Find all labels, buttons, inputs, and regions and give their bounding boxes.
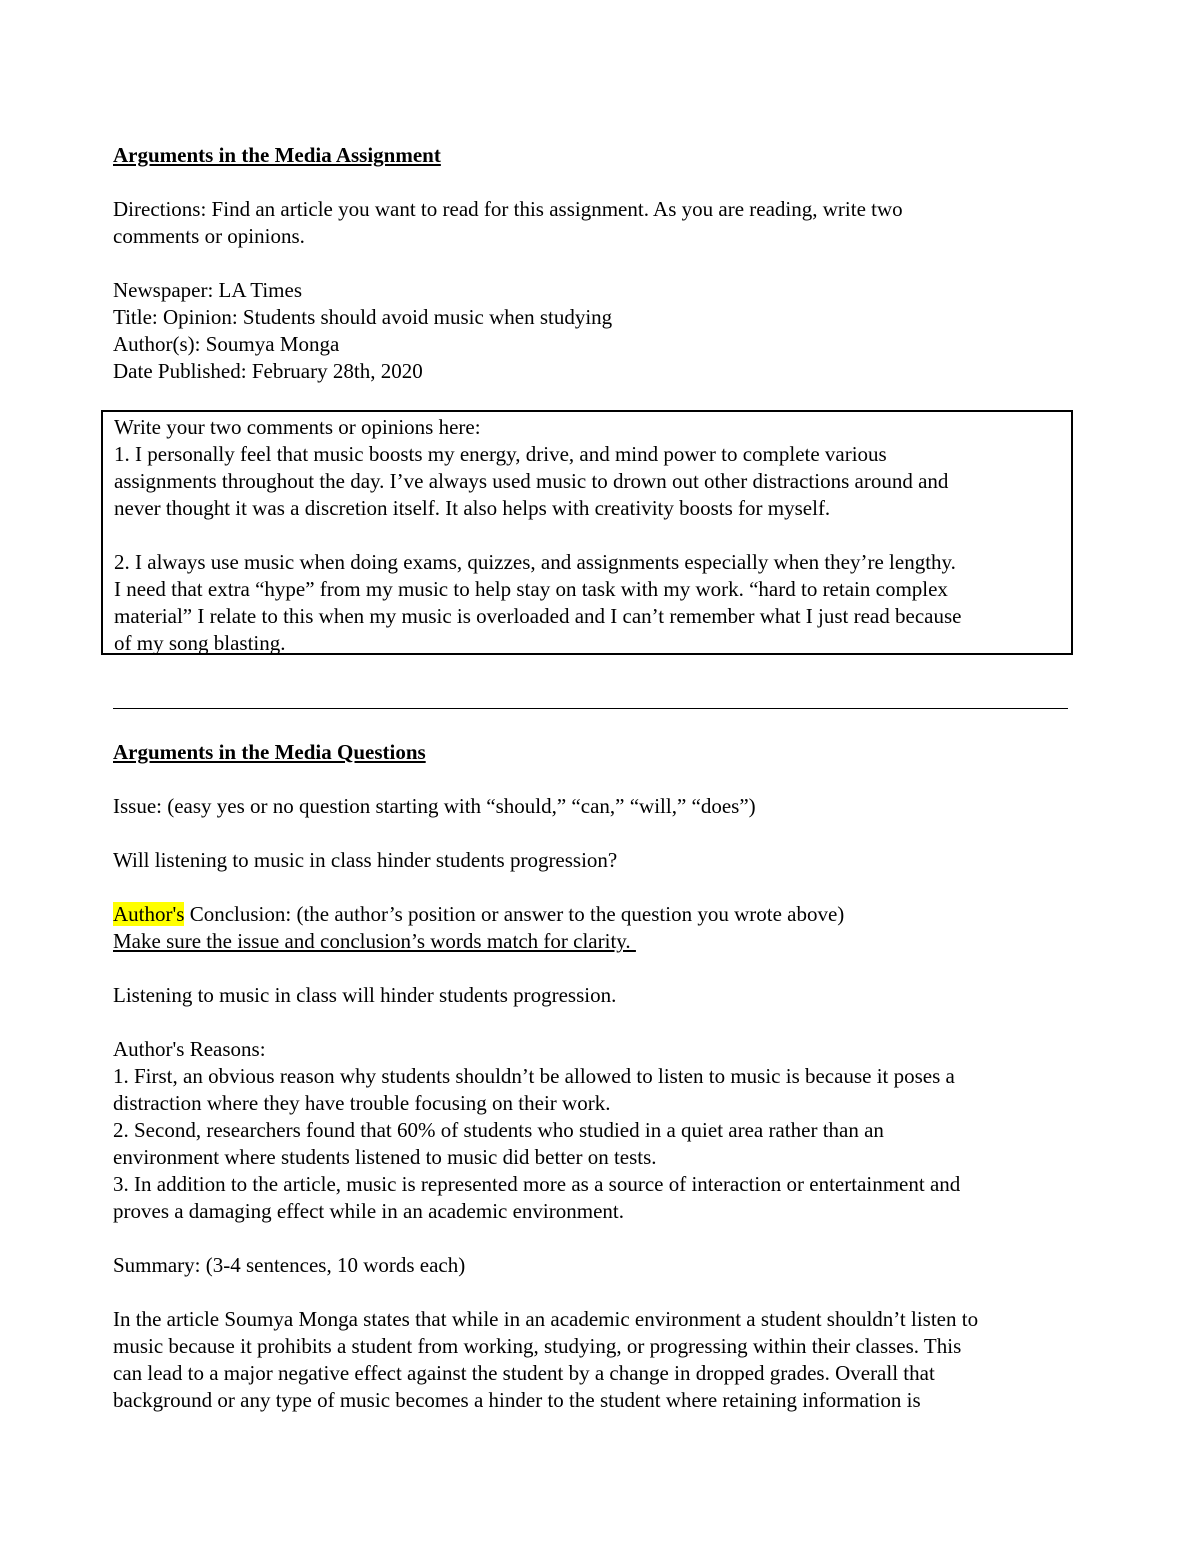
summary-line: can lead to a major negative effect against the student by a change in dropped grades. Overall that bbox=[113, 1361, 935, 1385]
comments-box bbox=[101, 410, 1073, 655]
issue-answer: Will listening to music in class hinder students progression? bbox=[113, 848, 618, 872]
reason-line: 3. In addition to the article, music is represented more as a source of interaction or entertainment and bbox=[113, 1172, 961, 1196]
comment-1-line: assignments throughout the day. I’ve always used music to drown out other distractions around and bbox=[114, 469, 949, 493]
summary-line: In the article Soumya Monga states that while in an academic environment a student shouldn’t listen to bbox=[113, 1307, 979, 1331]
comment-2-line: of my song blasting. bbox=[114, 631, 286, 655]
newspaper-field: Newspaper: LA Times bbox=[113, 278, 302, 302]
reason-line: 2. Second, researchers found that 60% of students who studied in a quiet area rather than an bbox=[113, 1118, 884, 1142]
comment-2-line: material” I relate to this when my music is overloaded and I can’t remember what I just read because bbox=[114, 604, 962, 628]
reason-line: proves a damaging effect while in an academic environment. bbox=[113, 1199, 624, 1223]
reason-line: environment where students listened to music did better on tests. bbox=[113, 1145, 657, 1169]
issue-prompt: Issue: (easy yes or no question starting with “should,” “can,” “will,” “does”) bbox=[113, 794, 756, 818]
directions-text-line-1: Directions: Find an article you want to read for this assignment. As you are reading, write two bbox=[113, 197, 903, 221]
summary-line: background or any type of music becomes a hinder to the student where retaining information is bbox=[113, 1388, 921, 1412]
author-field: Author(s): Soumya Monga bbox=[113, 332, 340, 356]
reason-line: 1. First, an obvious reason why students shouldn’t be allowed to listen to music is because it poses a bbox=[113, 1064, 955, 1088]
comment-1-line: 1. I personally feel that music boosts my energy, drive, and mind power to complete various bbox=[114, 442, 887, 466]
comments-prompt: Write your two comments or opinions here: bbox=[114, 415, 481, 439]
questions-heading: Arguments in the Media Questions bbox=[113, 740, 426, 764]
assignment-heading: Arguments in the Media Assignment bbox=[113, 143, 441, 167]
conclusion-prompt-text: Conclusion: (the author’s position or answer to the question you wrote above) bbox=[184, 902, 845, 926]
directions-text-line-2: comments or opinions. bbox=[113, 224, 305, 248]
conclusion-prompt bbox=[113, 901, 844, 928]
summary-label: Summary: (3-4 sentences, 10 words each) bbox=[113, 1253, 466, 1277]
comment-2-line: I need that extra “hype” from my music to help stay on task with my work. “hard to retain complex bbox=[114, 577, 948, 601]
article-title-field: Title: Opinion: Students should avoid music when studying bbox=[113, 305, 613, 329]
conclusion-answer: Listening to music in class will hinder students progression. bbox=[113, 983, 617, 1007]
summary-line: music because it prohibits a student from working, studying, or progressing within their classes. This bbox=[113, 1334, 962, 1358]
highlighted-text: Author's bbox=[113, 902, 185, 926]
conclusion-note: Make sure the issue and conclusion’s words match for clarity. bbox=[113, 929, 636, 953]
comment-2-line: 2. I always use music when doing exams, quizzes, and assignments especially when they’re lengthy. bbox=[114, 550, 956, 574]
section-divider bbox=[113, 708, 1068, 709]
reason-line: distraction where they have trouble focusing on their work. bbox=[113, 1091, 611, 1115]
reasons-label: Author's Reasons: bbox=[113, 1037, 266, 1061]
comment-1-line: never thought it was a discretion itself. It also helps with creativity boosts for myself. bbox=[114, 496, 831, 520]
date-published-field: Date Published: February 28th, 2020 bbox=[113, 359, 423, 383]
